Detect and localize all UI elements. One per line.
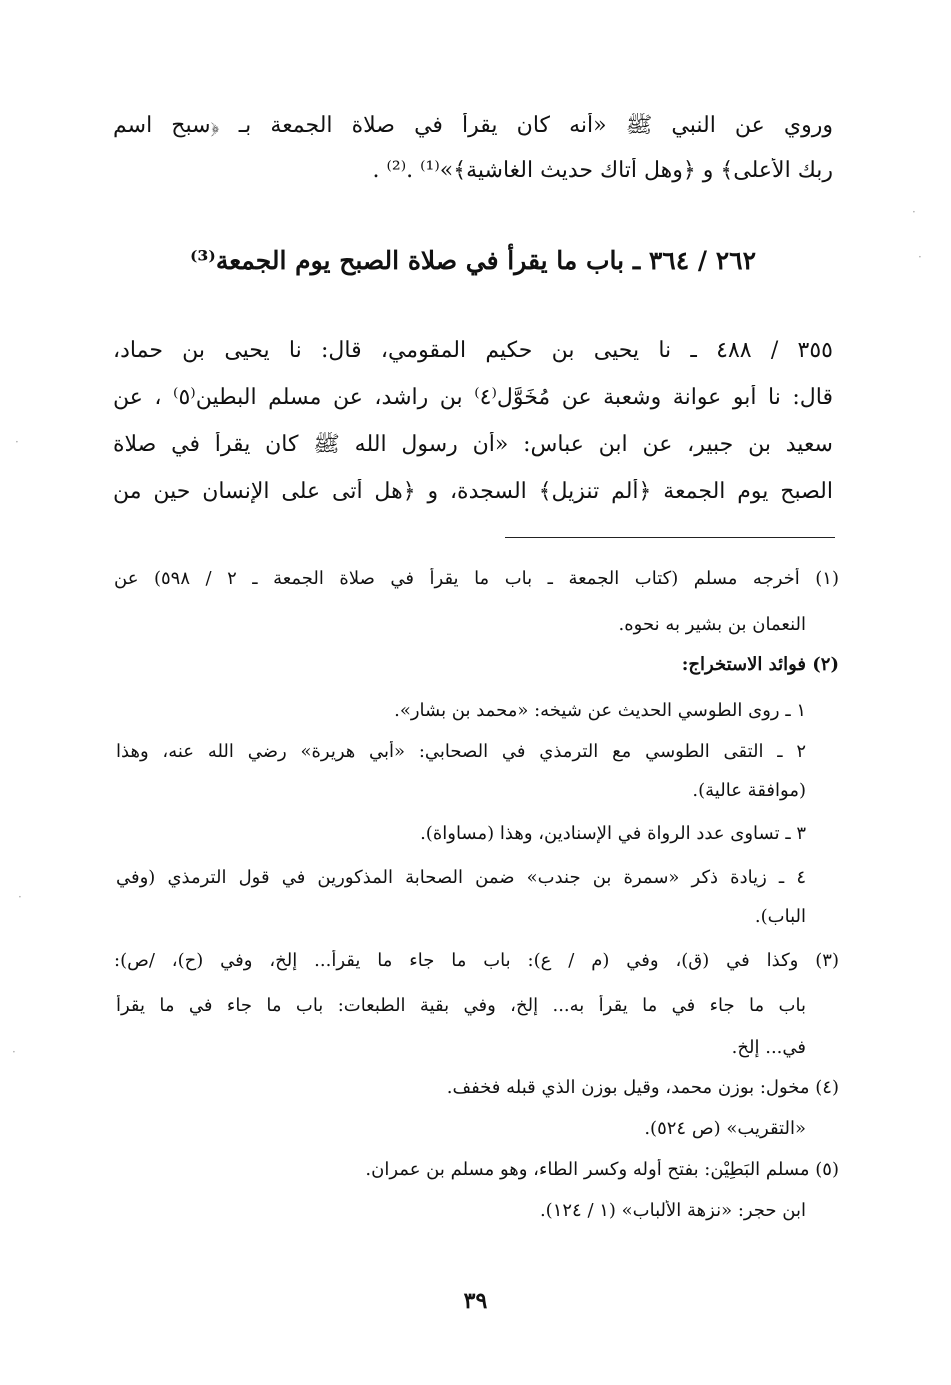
footnote-line: الباب). (754, 906, 806, 927)
footnote-line: باب ما جاء في ما يقرأ به... إلخ، وفي بقية الطبعات: باب ما جاء في ما يقرأ (116, 995, 806, 1016)
footnote-line: ٢ ـ التقى الطوسي مع الترمذي في الصحابي: «أبي هريرة» رضي الله عنه، وهذا (116, 741, 806, 762)
footnote-line: ابن حجر: «نزهة الألباب» (١ / ١٢٤). (539, 1200, 806, 1221)
page-number: ٣٩ (463, 1288, 488, 1314)
scan-speck: · (15, 435, 19, 449)
scan-speck: · (918, 250, 922, 264)
footnote-line: ٤ ـ زيادة ذكر «سمرة بن جندب» ضمن الصحابة المذكورين في قول الترمذي (وفي (116, 867, 806, 888)
text-line: قال: نا أبو عوانة وشعبة عن مُخَوَّل⁽٤⁾ بن راشد، عن مسلم البطين⁽٥⁾ ، عن (113, 385, 833, 410)
scan-speck: · (12, 1045, 16, 1059)
footnote-line: (٥) مسلم البَطِيْن: بفتح أوله وكسر الطاء، وهو مسلم بن عمران. (365, 1159, 839, 1180)
footnote-line: (٤) مخول: بوزن محمد، وقيل بوزن الذي قبله فخفف. (446, 1077, 839, 1098)
footnote-line: (موافقة عالية). (692, 780, 806, 801)
footnote-line: «التقريب» (ص ٥٢٤). (644, 1118, 806, 1139)
footnote-line: في... إلخ. (731, 1037, 806, 1058)
text-line: ربك الأعلى﴾ و ﴿وهل أتاك حديث الغاشية﴾»⁽¹⁾ .⁽²⁾ . (372, 158, 833, 183)
footnote-line: ٣ ـ تساوى عدد الرواة في الإسنادين، وهذا (مساواة). (420, 823, 806, 844)
text-line: الصبح يوم الجمعة ﴿ألم تنزيل﴾ السجدة، و ﴿هل أتى على الإنسان حين من (113, 479, 833, 504)
footnote-line: (٣) وكذا في (ق)، وفي (م / ع): باب ما جاء ما يقرأ... إلخ، وفي (ح)، /ص): (114, 950, 839, 971)
scan-speck: · (912, 205, 916, 219)
footnote-separator (505, 537, 835, 538)
text-line: وروي عن النبي ﷺ «أنه كان يقرأ في صلاة الجمعة بـ ﴿سبح اسم (113, 113, 833, 138)
footnote-line: النعمان بن بشير به نحوه. (618, 614, 806, 635)
text-line: ٣٥٥ / ٤٨٨ ـ نا يحيى بن حكيم المقومي، قال: نا يحيى بن حماد، (113, 338, 833, 363)
chapter-heading: ٢٦٢ / ٣٦٤ ـ باب ما يقرأ في صلاة الصبح يوم الجمعة⁽³⁾ (189, 246, 757, 275)
scan-speck: · (18, 890, 22, 904)
footnote-line: ١ ـ روى الطوسي الحديث عن شيخه: «محمد بن بشار». (394, 700, 806, 721)
footnote-line: (٢) فوائد الاستخراج: (681, 654, 839, 675)
text-line: سعيد بن جبير، عن ابن عباس: «أن رسول الله ﷺ كان يقرأ في صلاة (113, 432, 833, 457)
footnote-line: (١) أخرجه مسلم (كتاب الجمعة ـ باب ما يقرأ في صلاة الجمعة ـ ٢ / ٥٩٨) عن (114, 568, 839, 589)
